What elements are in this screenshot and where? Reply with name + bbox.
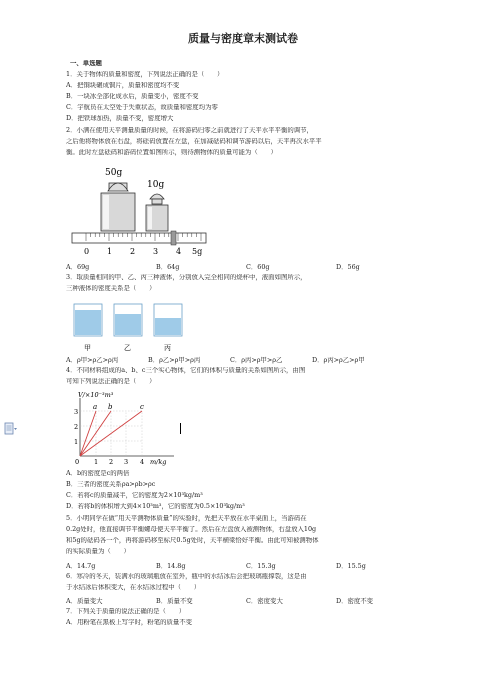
q3-option-d: D．ρ丙>ρ乙>ρ甲: [312, 356, 365, 364]
q3-option-b: B．ρ乙>ρ甲>ρ丙: [148, 356, 201, 364]
graph-xtick-4: 4: [140, 458, 145, 466]
graph-x-label: m/kg: [150, 458, 167, 466]
graph-series-c: c: [140, 403, 144, 411]
q2-option-d: D．56g: [336, 263, 360, 271]
q6-option-c: C．密度变大: [246, 597, 283, 605]
scale-tick-3: 3: [153, 247, 159, 256]
beakers-figure: [70, 298, 190, 352]
q5-option-b: B．14.8g: [156, 562, 186, 570]
q1-option-b: B．一块冰全部化成水后，质量变小，密度不变: [66, 93, 199, 100]
section-heading: 一、单选题: [70, 60, 102, 67]
q5-option-d: D．15.5g: [336, 562, 366, 570]
q3-option-c: C．ρ丙>ρ甲>ρ乙: [230, 356, 283, 364]
graph-xtick-1: 1: [94, 458, 99, 466]
q3-stem-line2: 三种液体的密度关系是（ ）: [66, 285, 156, 292]
q2-options: [66, 262, 426, 271]
q4-stem-line2: 可知下列说法正确的是（ ）: [66, 378, 156, 385]
graph-xtick-0: 0: [75, 458, 80, 466]
q2-option-a: A．69g: [66, 263, 90, 271]
graph-series-b: b: [108, 403, 113, 411]
scale-tick-4: 4: [176, 247, 182, 256]
scale-tick-2: 2: [130, 247, 136, 256]
rider-slider: [171, 231, 176, 245]
q5-stem-line2: 0.2g处时，他直接调节平衡螺母使天平平衡了。然后在左盘放入被测物体，右盘放入10g: [66, 526, 317, 533]
weight-10g-icon: [146, 194, 168, 231]
document-title: 质量与密度章末测试卷: [188, 32, 298, 45]
q2-stem-line1: 2．小满在使用天平测量质量的时候，在将游码归零之前就进行了天平水平平衡的调节，: [66, 127, 313, 134]
beaker-jia: [74, 304, 102, 336]
q4-option-d: D．若将b的体积增大到4×10³m³，它的密度为0.5×10³kg/m³: [66, 503, 245, 510]
q3-option-a: A．ρ甲>ρ乙>ρ丙: [66, 356, 119, 364]
beaker-label-bing: 丙: [164, 344, 171, 352]
q5-options: [66, 561, 426, 570]
scale-tick-5: 5g: [192, 247, 203, 256]
volume-mass-graph: [66, 388, 186, 468]
graph-xtick-2: 2: [109, 458, 114, 466]
weight-50g-label: 50g: [105, 168, 123, 178]
q2-stem-line3: 衡。此时左盘砝码和游码位置如图所示，则待测物体的质量可能为（ ）: [66, 149, 277, 156]
weight-10g-label: 10g: [147, 180, 165, 190]
q5-stem-line4: 的实际质量为（ ）: [66, 548, 130, 555]
balance-figure: [70, 165, 210, 257]
q1-option-d: D．把铁球加热，质量不变，密度增大: [66, 115, 174, 122]
beaker-yi: [114, 304, 142, 336]
q6-stem-line1: 6．寒冷的冬天，装满水的玻璃瓶放在室外，瓶中的水结冰后会把玻璃瓶撑裂，这是由: [66, 573, 307, 580]
q5-stem-line1: 5．小明同学在做“用天平测物体质量”的实验时，先把天平放在水平桌面上，当游码在: [66, 515, 307, 522]
q5-option-c: C．15.3g: [246, 562, 276, 570]
q1-option-a: A．把铜块碾成铜片，质量和密度均不变: [66, 82, 180, 89]
graph-ytick-2: 2: [74, 423, 79, 431]
q2-stem-line2: 之后他将物体放在右盘，将砝码放置在左盘，在加减砝码和调节游码以后，天平再次水平平: [66, 138, 322, 145]
beaker-bing: [154, 304, 182, 336]
q1-option-c: C．宇航员在太空处于失重状态，故质量和密度均为零: [66, 104, 218, 111]
q6-options: [66, 596, 426, 605]
scale-ruler: [72, 231, 206, 245]
q4-option-c: C．若将c的质量减半，它的密度为2×10³kg/m³: [66, 492, 203, 499]
q6-option-a: A．质量变大: [66, 597, 103, 605]
beaker-label-yi: 乙: [124, 344, 131, 352]
q4-option-b: B．三者的密度关系ρa>ρb>ρc: [66, 481, 156, 488]
q2-option-c: C．60g: [246, 263, 270, 271]
graph-line-b: [80, 411, 111, 456]
text-cursor: [180, 423, 181, 434]
q5-option-a: A．14.7g: [66, 562, 96, 570]
graph-y-label: V/×10⁻³m³: [78, 391, 114, 399]
q3-stem-line1: 3．取质量相同的甲、乙、丙三种液体，分别放入完全相同的烧杯中，液面如图所示，: [66, 274, 307, 281]
q6-option-d: D．密度不变: [336, 597, 374, 605]
graph-line-a: [80, 411, 96, 456]
graph-series-a: a: [93, 403, 98, 411]
q6-option-b: B．质量不变: [156, 597, 193, 605]
beaker-label-jia: 甲: [84, 344, 91, 352]
q4-stem-line1: 4．不同材料组成的a、b、c三个实心物体，它们的体积与质量的关系如图所示，由图: [66, 367, 306, 374]
q6-stem-line2: 于水结冰后体积变大，在水结冰过程中（ ）: [66, 584, 201, 591]
q3-options: [66, 355, 426, 364]
graph-xtick-3: 3: [124, 458, 129, 466]
q7-stem: 7．下列关于质量的说法正确的是（ ）: [66, 608, 186, 615]
q2-option-b: B．64g: [156, 263, 180, 271]
q1-stem: 1．关于物体的质量和密度，下列说法正确的是（ ）: [66, 71, 224, 78]
scale-tick-0: 0: [84, 247, 90, 256]
q5-stem-line3: 和5g的砝码各一个，再将游码移至标尺0.5g处时，天平横梁恰好平衡。由此可知被测物体: [66, 537, 319, 544]
weight-50g-icon: [101, 183, 135, 231]
graph-ytick-3: 3: [74, 408, 79, 416]
scale-tick-1: 1: [107, 247, 113, 256]
graph-ytick-1: 1: [74, 438, 79, 446]
q4-option-a: A．b的密度是c的两倍: [66, 470, 130, 477]
q7-option-a: A．用粉笔在黑板上写字时，粉笔的质量不变: [66, 619, 193, 626]
document-options-icon[interactable]: [4, 422, 18, 436]
